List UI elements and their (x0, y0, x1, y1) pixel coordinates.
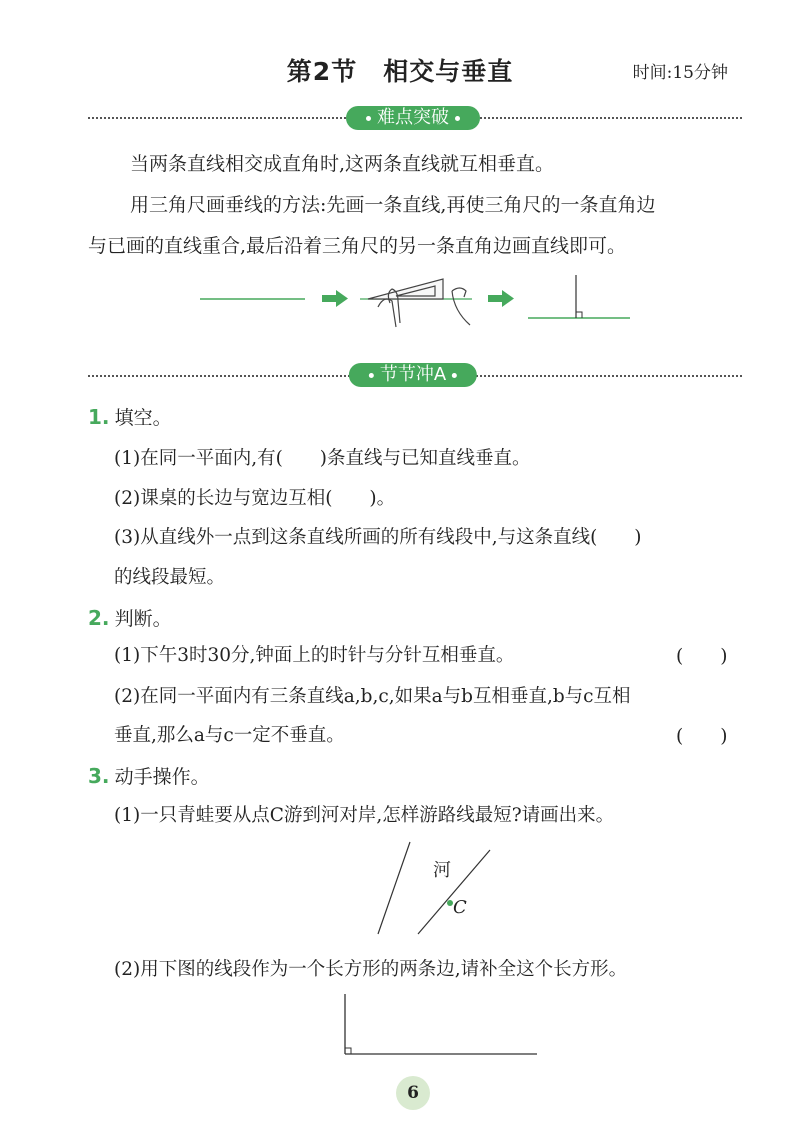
q2-item-2-cont: 垂直,那么a与c一定不垂直。 (114, 725, 345, 746)
page-number: 6 (396, 1076, 430, 1110)
question-1-heading (88, 403, 172, 430)
q1-item-3-cont: 的线段最短。 (114, 567, 226, 588)
section-badge-difficulty (346, 106, 480, 130)
q2-item-2: (2)在同一平面内有三条直线a,b,c,如果a与b互相垂直,b与c互相 (114, 686, 631, 707)
triangle-ruler-icon (360, 279, 472, 327)
dot-icon (452, 373, 457, 378)
q1-item-2: (2)课桌的长边与宽边互相( )。 (114, 488, 396, 509)
right-angle-mark (345, 1048, 351, 1054)
dot-icon (366, 116, 371, 121)
question-number: 2. (88, 606, 110, 630)
river-bank-left (378, 842, 410, 934)
question-3-heading (88, 762, 210, 789)
dot-icon (455, 116, 460, 121)
question-title: 填空。 (114, 407, 172, 429)
method-text-line1: 用三角尺画垂线的方法:先画一条直线,再使三角尺的一条直角边 (130, 194, 656, 216)
time-limit: 时间:15分钟 (632, 63, 728, 83)
question-number: 1. (88, 405, 110, 429)
perpendicular-method-illustration (190, 275, 640, 340)
river-bank-right (418, 850, 490, 934)
question-title: 动手操作。 (114, 766, 210, 788)
answer-paren[interactable]: ( ) (676, 726, 728, 747)
q3-item-2: (2)用下图的线段作为一个长方形的两条边,请补全这个长方形。 (114, 959, 628, 980)
q2-item-1: (1)下午3时30分,钟面上的时针与分针互相垂直。 (114, 645, 515, 666)
right-angle-mark (576, 312, 582, 318)
question-number: 3. (88, 764, 110, 788)
q1-item-1: (1)在同一平面内,有( )条直线与已知直线垂直。 (114, 448, 531, 469)
river-diagram (370, 838, 500, 938)
arrow-right-icon (488, 290, 514, 307)
question-2-heading (88, 604, 172, 631)
section-badge-practice (349, 363, 477, 387)
rectangle-sides-diagram (335, 990, 545, 1060)
badge-label: 难点突破 (377, 107, 449, 128)
method-text-line2: 与已画的直线重合,最后沿着三角尺的另一条直角边画直线即可。 (88, 235, 627, 257)
badge-label: 节节冲A (379, 364, 447, 385)
question-title: 判断。 (114, 608, 172, 630)
point-c-label: C (453, 897, 467, 918)
dot-icon (369, 373, 374, 378)
arrow-right-icon (322, 290, 348, 307)
q1-item-3: (3)从直线外一点到这条直线所画的所有线段中,与这条直线( ) (114, 527, 642, 548)
answer-paren[interactable]: ( ) (676, 646, 728, 667)
river-label: 河 (433, 860, 451, 881)
definition-text: 当两条直线相交成直角时,这两条直线就互相垂直。 (130, 153, 555, 175)
page-title: 第2节 相交与垂直 (286, 57, 514, 86)
q3-item-1: (1)一只青蛙要从点C游到河对岸,怎样游路线最短?请画出来。 (114, 805, 615, 826)
